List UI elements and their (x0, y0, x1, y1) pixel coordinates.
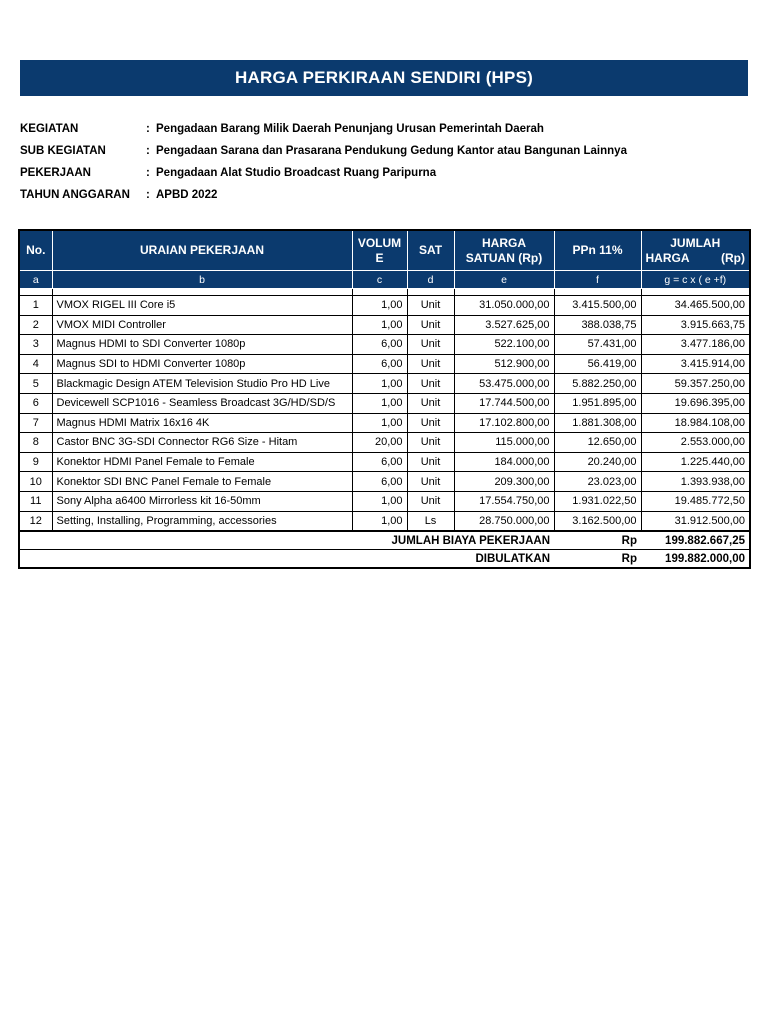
header-sat: SAT (407, 230, 454, 271)
cell-sat: Unit (407, 374, 454, 394)
info-value: APBD 2022 (156, 189, 218, 201)
cell-uraian: Setting, Installing, Programming, accessories (52, 511, 352, 531)
info-row-tahun-anggaran (20, 184, 748, 206)
cell-sat: Unit (407, 413, 454, 433)
cell-ppn: 57.431,00 (554, 335, 641, 355)
cell-volume: 20,00 (352, 433, 407, 453)
cell-jumlah: 3.915.663,75 (641, 315, 750, 335)
cell-harga-satuan: 31.050.000,00 (454, 296, 554, 316)
cell-sat: Unit (407, 393, 454, 413)
cell-sat: Unit (407, 315, 454, 335)
cell-harga-satuan: 17.554.750,00 (454, 491, 554, 511)
cell-no: 2 (19, 315, 52, 335)
cell-harga-satuan: 17.744.500,00 (454, 393, 554, 413)
table-row (19, 511, 750, 531)
cell-volume: 1,00 (352, 315, 407, 335)
table-row (19, 491, 750, 511)
cell-jumlah: 19.485.772,50 (641, 491, 750, 511)
cell-jumlah: 1.393.938,00 (641, 472, 750, 492)
subheader-row (19, 271, 750, 289)
cell-jumlah: 18.984.108,00 (641, 413, 750, 433)
table-row (19, 433, 750, 453)
cell-volume: 1,00 (352, 393, 407, 413)
cell-ppn: 5.882.250,00 (554, 374, 641, 394)
table-row (19, 452, 750, 472)
info-colon: : (146, 145, 150, 157)
table-row (19, 393, 750, 413)
cell-sat: Ls (407, 511, 454, 531)
subheader-cell: f (554, 271, 641, 289)
cell-sat: Unit (407, 354, 454, 374)
cell-harga-satuan: 184.000,00 (454, 452, 554, 472)
subheader-cell: g = c x ( e +f) (641, 271, 750, 289)
table-row (19, 296, 750, 316)
info-value: Pengadaan Sarana dan Prasarana Pendukung Gedung Kantor atau Bangunan Lainnya (156, 145, 627, 157)
info-colon: : (146, 167, 150, 179)
cell-sat: Unit (407, 433, 454, 453)
header-no: No. (19, 230, 52, 271)
cell-uraian: Magnus HDMI to SDI Converter 1080p (52, 335, 352, 355)
cell-no: 6 (19, 393, 52, 413)
header-uraian: URAIAN PEKERJAAN (52, 230, 352, 271)
cell-sat: Unit (407, 452, 454, 472)
info-label: TAHUN ANGGARAN (20, 189, 130, 201)
cell-no: 10 (19, 472, 52, 492)
table-row (19, 472, 750, 492)
info-label: PEKERJAAN (20, 167, 91, 179)
cell-no: 5 (19, 374, 52, 394)
rounded-total-amount: 199.882.000,00 (641, 550, 750, 569)
document-title: HARGA PERKIRAAN SENDIRI (HPS) (20, 60, 748, 96)
rounded-total-row (19, 550, 750, 569)
subheader-cell: b (52, 271, 352, 289)
cell-sat: Unit (407, 335, 454, 355)
cell-jumlah: 34.465.500,00 (641, 296, 750, 316)
info-label: SUB KEGIATAN (20, 145, 106, 157)
table-row (19, 335, 750, 355)
cell-volume: 6,00 (352, 354, 407, 374)
subheader-cell: c (352, 271, 407, 289)
cell-no: 11 (19, 491, 52, 511)
cell-ppn: 3.162.500,00 (554, 511, 641, 531)
rounded-total-currency: Rp (554, 550, 641, 569)
table-body (19, 289, 750, 532)
header-ppn: PPn 11% (554, 230, 641, 271)
info-value: Pengadaan Alat Studio Broadcast Ruang Paripurna (156, 167, 437, 179)
cell-uraian: VMOX MIDI Controller (52, 315, 352, 335)
cell-jumlah: 3.415.914,00 (641, 354, 750, 374)
subheader-cell: d (407, 271, 454, 289)
cell-sat: Unit (407, 472, 454, 492)
rounded-total-label: DIBULATKAN (19, 550, 554, 569)
cell-no: 1 (19, 296, 52, 316)
table-row (19, 413, 750, 433)
cell-jumlah: 19.696.395,00 (641, 393, 750, 413)
cell-sat: Unit (407, 491, 454, 511)
header-harga-line1: HARGA (482, 235, 526, 250)
header-jumlah (641, 230, 750, 271)
cell-uraian: Magnus SDI to HDMI Converter 1080p (52, 354, 352, 374)
header-harga-satuan (454, 230, 554, 271)
cell-jumlah: 3.477.186,00 (641, 335, 750, 355)
cell-uraian: Konektor SDI BNC Panel Female to Female (52, 472, 352, 492)
spacer-row (19, 289, 750, 296)
header-jumlah-line2 (644, 251, 748, 266)
cell-harga-satuan: 53.475.000,00 (454, 374, 554, 394)
cell-uraian: Blackmagic Design ATEM Television Studio Pro HD Live (52, 374, 352, 394)
header-jumlah-harga: HARGA (645, 250, 690, 265)
cell-uraian: Devicewell SCP1016 - Seamless Broadcast 3G/HD/SD/S (52, 393, 352, 413)
cell-uraian: Konektor HDMI Panel Female to Female (52, 452, 352, 472)
info-label: KEGIATAN (20, 123, 79, 135)
cell-ppn: 12.650,00 (554, 433, 641, 453)
cell-jumlah: 59.357.250,00 (641, 374, 750, 394)
cell-ppn: 388.038,75 (554, 315, 641, 335)
table-row (19, 374, 750, 394)
header-harga-line2: SATUAN (Rp) (465, 250, 543, 265)
cell-no: 8 (19, 433, 52, 453)
cell-no: 7 (19, 413, 52, 433)
cell-volume: 6,00 (352, 452, 407, 472)
table-row (19, 354, 750, 374)
cell-no: 4 (19, 354, 52, 374)
info-value: Pengadaan Barang Milik Daerah Penunjang Urusan Pemerintah Daerah (156, 123, 544, 135)
cell-ppn: 23.023,00 (554, 472, 641, 492)
cell-harga-satuan: 209.300,00 (454, 472, 554, 492)
cell-volume: 1,00 (352, 413, 407, 433)
cell-volume: 1,00 (352, 296, 407, 316)
cell-harga-satuan: 3.527.625,00 (454, 315, 554, 335)
table-row (19, 315, 750, 335)
hps-table (18, 229, 751, 569)
cell-ppn: 1.931.022,50 (554, 491, 641, 511)
info-colon: : (146, 189, 150, 201)
cell-no: 3 (19, 335, 52, 355)
cell-harga-satuan: 512.900,00 (454, 354, 554, 374)
cell-harga-satuan: 17.102.800,00 (454, 413, 554, 433)
cell-jumlah: 2.553.000,00 (641, 433, 750, 453)
cell-volume: 6,00 (352, 472, 407, 492)
cell-uraian: Magnus HDMI Matrix 16x16 4K (52, 413, 352, 433)
cell-ppn: 1.881.308,00 (554, 413, 641, 433)
cell-ppn: 20.240,00 (554, 452, 641, 472)
header-jumlah-line1: JUMLAH (670, 235, 721, 250)
cell-no: 12 (19, 511, 52, 531)
info-row-pekerjaan (20, 162, 748, 184)
info-section (20, 118, 748, 206)
cell-harga-satuan: 28.750.000,00 (454, 511, 554, 531)
total-label: JUMLAH BIAYA PEKERJAAN (19, 531, 554, 550)
header-jumlah-rp: (Rp) (721, 250, 745, 265)
total-amount: 199.882.667,25 (641, 531, 750, 550)
cell-uraian: Sony Alpha a6400 Mirrorless kit 16-50mm (52, 491, 352, 511)
info-colon: : (146, 123, 150, 135)
cell-uraian: Castor BNC 3G-SDI Connector RG6 Size - Hitam (52, 433, 352, 453)
cell-volume: 6,00 (352, 335, 407, 355)
cell-harga-satuan: 115.000,00 (454, 433, 554, 453)
info-row-kegiatan (20, 118, 748, 140)
cell-sat: Unit (407, 296, 454, 316)
header-row (19, 230, 750, 271)
cell-no: 9 (19, 452, 52, 472)
cell-jumlah: 1.225.440,00 (641, 452, 750, 472)
total-currency: Rp (554, 531, 641, 550)
cell-volume: 1,00 (352, 374, 407, 394)
info-row-sub-kegiatan (20, 140, 748, 162)
total-row (19, 531, 750, 550)
subheader-cell: a (19, 271, 52, 289)
cell-volume: 1,00 (352, 511, 407, 531)
cell-ppn: 1.951.895,00 (554, 393, 641, 413)
cell-ppn: 3.415.500,00 (554, 296, 641, 316)
subheader-cell: e (454, 271, 554, 289)
cell-jumlah: 31.912.500,00 (641, 511, 750, 531)
header-volume: VOLUME (352, 230, 407, 271)
cell-volume: 1,00 (352, 491, 407, 511)
cell-uraian: VMOX RIGEL III Core i5 (52, 296, 352, 316)
cell-ppn: 56.419,00 (554, 354, 641, 374)
cell-harga-satuan: 522.100,00 (454, 335, 554, 355)
